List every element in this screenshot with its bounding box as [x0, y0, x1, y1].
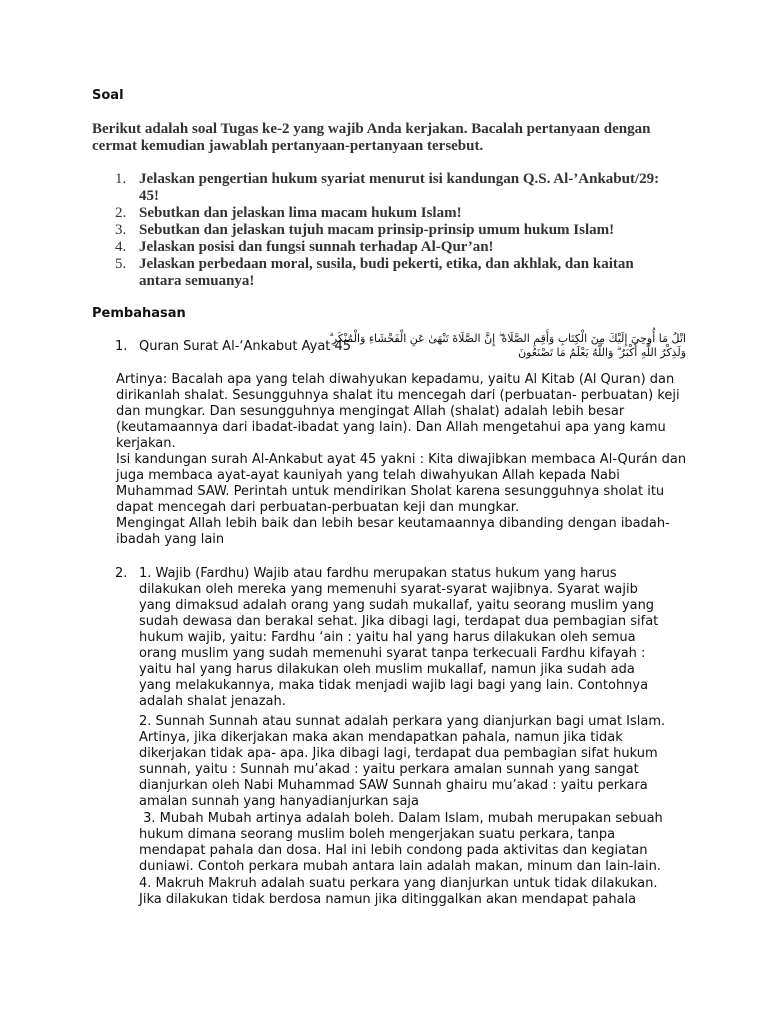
question-number: 2.: [115, 205, 127, 221]
question-number: 5.: [115, 256, 127, 272]
question-number: 1.: [115, 171, 127, 187]
question-item: [115, 222, 675, 239]
question-text: Sebutkan dan jelaskan tujuh macam prinsip-prinsip umum hukum Islam!: [139, 222, 615, 238]
question-text: Jelaskan pengertian hukum syariat menurut isi kandungan Q.S. Al-’Ankabut/29: 45!: [139, 171, 660, 204]
hukum-mubah-paragraph: 3. Mubah Mubah artinya adalah boleh. Dalam Islam, mubah merupakan sebuah hukum dimana seorang muslim boleh mengerjakan suatu perkara, tanpa mendapat pahala dan dosa. Hal ini lebih condong pada aktivitas dan kegiatan duniawi. Contoh perkara mubah antara lain adalah makan, minum dan lain-lain.: [139, 811, 667, 874]
question-text: Jelaskan posisi dan fungsi sunnah terhadap Al-Qur’an!: [139, 239, 494, 255]
answer-number: 1.: [115, 339, 128, 354]
answer1-isi-kandungan: Isi kandungan surah Al-Ankabut ayat 45 yakni : Kita diwajibkan membaca Al-Qurán dan juga membaca ayat-ayat kauniyah yang telah diwahyukan Allah kepada Nabi Muhammad SAW. Perintah untuk mendirikan Sholat karena sesungguhnya sholat itu dapat mencegah dari perbuatan-perbuatan keji dan mungkar.: [116, 452, 687, 515]
soal-heading: Soal: [92, 88, 124, 103]
answer1-artinya: Artinya: Bacalah apa yang telah diwahyukan kepadamu, yaitu Al Kitab (Al Quran) dan dirikanlah shalat. Sesungguhnya shalat itu mencegah dari (perbuatan- perbuatan) keji dan mungkar. Dan sesungguhnya mengingat Allah (shalat) adalah lebih besar (keutamaannya dari ibadat-ibadat yang lain). Dan Allah mengetahui apa yang kamu kerjakan.: [116, 372, 680, 451]
answer-number: 2.: [115, 566, 128, 581]
question-number: 4.: [115, 239, 127, 255]
question-list: [115, 171, 675, 290]
question-item: [115, 205, 675, 222]
answer1-title: Quran Surat Al-‘Ankabut Ayat 45: [139, 339, 352, 354]
pembahasan-heading: Pembahasan: [92, 306, 186, 321]
question-item: [115, 239, 675, 256]
question-item: [115, 171, 675, 205]
question-text: Jelaskan perbedaan moral, susila, budi pekerti, etika, dan akhlak, dan kaitan antara semuanya!: [139, 256, 634, 289]
hukum-makruh-paragraph: 4. Makruh Makruh adalah suatu perkara yang dianjurkan untuk tidak dilakukan. Jika dilakukan tidak berdosa namun jika ditinggalkan akan mendapat pahala: [139, 876, 658, 907]
question-number: 3.: [115, 222, 127, 238]
arabic-verse: اتْلُ مَا أُوحِيَ إِلَيْكَ مِنَ الْكِتَابِ وَأَقِمِ الصَّلَاةَ ۖ إِنَّ الصَّلَاةَ تَنْهَىٰ عَنِ الْفَحْشَاءِ وَالْمُنْكَرِ ۗ وَلَذِكْرُ اللَّهِ أَكْبَرُ ۗ وَاللَّهُ يَعْلَمُ مَا تَصْنَعُونَ: [329, 332, 686, 359]
answer1-mengingat: Mengingat Allah lebih baik dan lebih besar keutamaannya dibanding dengan ibadah- ibadah yang lain: [116, 516, 670, 547]
hukum-sunnah-paragraph: 2. Sunnah Sunnah atau sunnat adalah perkara yang dianjurkan bagi umat Islam. Artinya, jika dikerjakan maka akan mendapatkan pahala, namun jika tidak dikerjakan tidak apa- apa. Jika dibagi lagi, terdapat dua pembagian sifat hukum sunnah, yaitu : Sunnah mu’akad : yaitu perkara amalan sunnah yang sangat dianjurkan oleh Nabi Muhammad SAW Sunnah ghairu mu’akad : yaitu perkara amalan sunnah yang hanyadianjurkan saja: [139, 714, 666, 809]
question-item: [115, 256, 675, 290]
intro-paragraph: Berikut adalah soal Tugas ke-2 yang wajib Anda kerjakan. Bacalah pertanyaan dengan cermat kemudian jawablah pertanyaan-pertanyaan tersebut.: [92, 121, 651, 154]
question-text: Sebutkan dan jelaskan lima macam hukum Islam!: [139, 205, 462, 221]
hukum-wajib-paragraph: 1. Wajib (Fardhu) Wajib atau fardhu merupakan status hukum yang harus dilakukan oleh mereka yang memenuhi syarat-syarat wajibnya. Syarat wajib yang dimaksud adalah orang yang sudah mukallaf, yaitu seorang muslim yang sudah dewasa dan berakal sehat. Jika dibagi lagi, terdapat dua pembagian sifat hukum wajib, yaitu: Fardhu ‘ain : yaitu hal yang harus dilakukan oleh semua orang muslim yang sudah memenuhi syarat tanpa terkecuali Fardhu kifayah : yaitu hal yang harus dilakukan oleh muslim mukallaf, namun jika sudah ada yang melakukannya, maka tidak menjadi wajib lagi bagi yang lain. Contohnya adalah shalat jenazah.: [139, 566, 659, 709]
